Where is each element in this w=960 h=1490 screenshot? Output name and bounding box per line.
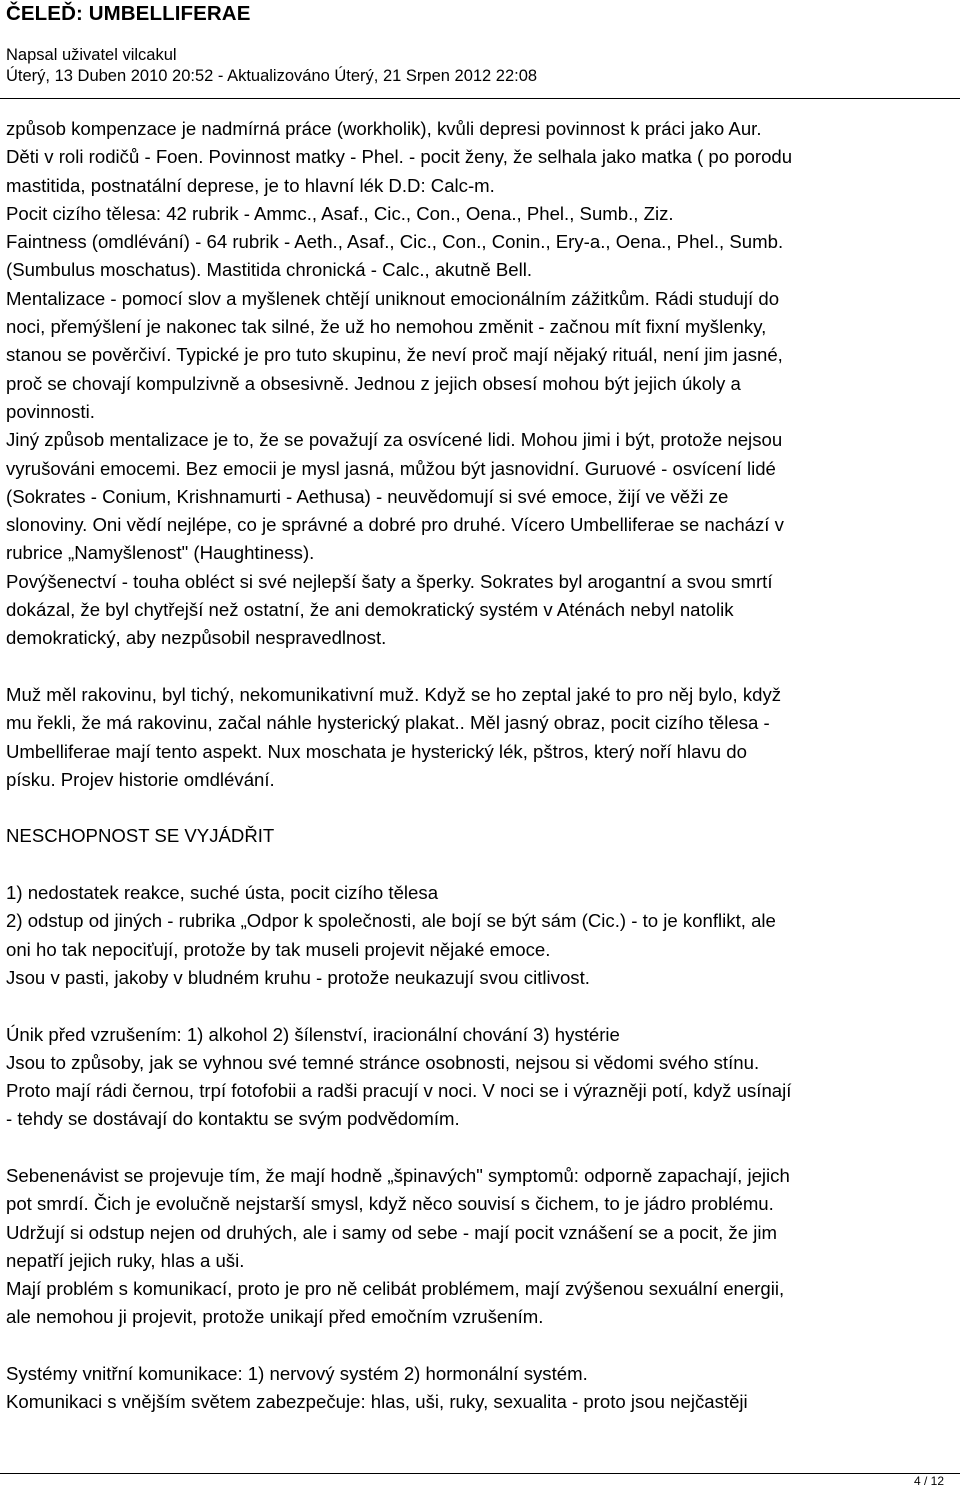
text-line: Muž měl rakovinu, byl tichý, nekomunikativní muž. Když se ho zeptal jaké to pro něj bylo, když — [6, 683, 782, 705]
paragraph-gap — [6, 1134, 956, 1162]
text-line: noci, přemýšlení je nakonec tak silné, že už ho nemohou změnit - začnou mít fixní myšlenky, — [6, 316, 767, 338]
article-body — [6, 115, 956, 1417]
footer-divider — [0, 1473, 960, 1474]
text-line: Únik před vzrušením: 1) alkohol 2) šílenství, iracionální chování 3) hystérie — [6, 1023, 620, 1045]
text-line: demokratický, aby nezpůsobil nespravedlnost. — [6, 627, 387, 649]
text-line: nepatří jejich ruky, hlas a uši. — [6, 1249, 245, 1271]
text-line: (Sokrates - Conium, Krishnamurti - Aethusa) - neuvědomují si své emoce, žijí ve věži ze — [6, 485, 729, 507]
header-divider — [0, 98, 960, 99]
page-number: 4 / 12 — [913, 1474, 944, 1488]
text-line: Jsou to způsoby, jak se vyhnou své temné stránce osobnosti, nejsou si vědomi svého stínu. — [6, 1051, 760, 1073]
date-line: Úterý, 13 Duben 2010 20:52 - Aktualizováno Úterý, 21 Srpen 2012 22:08 — [6, 67, 538, 85]
text-line: Děti v roli rodičů - Foen. Povinnost matky - Phel. - pocit ženy, že selhala jako matka ( po porodu — [6, 146, 793, 168]
text-line: Sebenenávist se projevuje tím, že mají hodně „špinavých" symptomů: odporně zapachají, jejich — [6, 1164, 790, 1186]
author-line: Napsal uživatel vilcakul — [6, 46, 177, 64]
article-title: ČELEĎ: UMBELLIFERAE — [6, 2, 251, 25]
page-header — [6, 2, 954, 87]
text-line: mu řekli, že má rakovinu, začal náhle hysterický plakat.. Měl jasný obraz, pocit cizího tělesa - — [6, 712, 770, 734]
text-line: oni ho tak nepociťují, protože by tak museli projevit nějaké emoce. — [6, 938, 551, 960]
text-line: Komunikaci s vnějším světem zabezpečuje: hlas, uši, ruky, sexualita - proto jsou nejčastěji — [6, 1391, 748, 1413]
text-line: Povýšenectví - touha obléct si své nejlepší šaty a šperky. Sokrates byl arogantní a svou smrtí — [6, 570, 773, 592]
paragraph-gap — [6, 851, 956, 879]
text-line: pot smrdí. Čich je evolučně nejstarší smysl, když něco souvisí s čichem, to je jádro problému. — [6, 1193, 774, 1215]
text-line: Jsou v pasti, jakoby v bludném kruhu - protože neukazují svou citlivost. — [6, 966, 590, 988]
paragraph-gap — [6, 794, 956, 822]
text-line: Mají problém s komunikací, proto je pro ně celibát problémem, mají zvýšenou sexuální energii, — [6, 1278, 785, 1300]
text-line: vyrušováni emocemi. Bez emocii je mysl jasná, můžou být jasnovidní. Guruové - osvícení lidé — [6, 457, 776, 479]
text-line: Udržují si odstup nejen od druhých, ale i samy od sebe - mají pocit vznášení se a pocit, že jim — [6, 1221, 777, 1243]
text-line: způsob kompenzace je nadmírná práce (workholik), kvůli depresi povinnost k práci jako Aur. — [6, 118, 762, 139]
text-line: - tehdy se dostávají do kontaktu se svým podvědomím. — [6, 1108, 460, 1130]
text-line: 2) odstup od jiných - rubrika „Odpor k společnosti, ale bojí se být sám (Cic.) - to je konflikt, ale — [6, 910, 776, 932]
text-line: Mentalizace - pomocí slov a myšlenek chtějí uniknout emocionálním zážitkům. Rádi studují do — [6, 287, 780, 309]
text-line: Jiný způsob mentalizace je to, že se považují za osvícené lidi. Mohou jimi i být, protože nejsou — [6, 429, 783, 451]
text-line: Faintness (omdlévání) - 64 rubrik - Aeth., Asaf., Cic., Con., Conin., Ery-a., Oena., Phel., Sumb. — [6, 231, 784, 253]
text-line: Umbelliferae mají tento aspekt. Nux moschata je hysterický lék, pštros, který noří hlavu do — [6, 740, 747, 762]
text-line: dokázal, že byl chytřejší než ostatní, že ani demokratický systém v Aténách nebyl natolik — [6, 599, 734, 621]
text-line: slonoviny. Oni vědí nejlépe, co je správné a dobré pro druhé. Vícero Umbelliferae se nachází v — [6, 514, 784, 536]
text-line: Proto mají rádi černou, trpí fotofobii a radši pracují v noci. V noci se i výrazněji potí, když usínají — [6, 1080, 792, 1102]
text-line: Systémy vnitřní komunikace: 1) nervový systém 2) hormonální systém. — [6, 1363, 588, 1385]
article-meta — [6, 45, 954, 87]
text-line: Pocit cizího tělesa: 42 rubrik - Ammc., Asaf., Cic., Con., Oena., Phel., Sumb., Ziz. — [6, 202, 674, 224]
text-line: proč se chovají kompulzivně a obsesivně. Jednou z jejich obsesí mohou být jejich úkoly a — [6, 372, 741, 394]
text-line: rubrice „Namyšlenost" (Haughtiness). — [6, 542, 315, 564]
paragraph-gap — [6, 1332, 956, 1360]
text-line: ale nemohou ji projevit, protože unikají před emočním vzrušením. — [6, 1306, 544, 1328]
text-line: písku. Projev historie omdlévání. — [6, 768, 275, 790]
text-line: NESCHOPNOST SE VYJÁDŘIT — [6, 825, 275, 847]
text-line: mastitida, postnatální deprese, je to hlavní lék D.D: Calc-m. — [6, 174, 495, 196]
text-line: (Sumbulus moschatus). Mastitida chronická - Calc., akutně Bell. — [6, 259, 532, 281]
paragraph-gap — [6, 992, 956, 1020]
text-line: 1) nedostatek reakce, suché ústa, pocit cizího tělesa — [6, 882, 439, 904]
paragraph-gap — [6, 653, 956, 681]
text-line: povinnosti. — [6, 400, 95, 422]
text-line: stanou se pověrčiví. Typické je pro tuto skupinu, že neví proč mají nějaký rituál, není jim jasné, — [6, 344, 783, 366]
